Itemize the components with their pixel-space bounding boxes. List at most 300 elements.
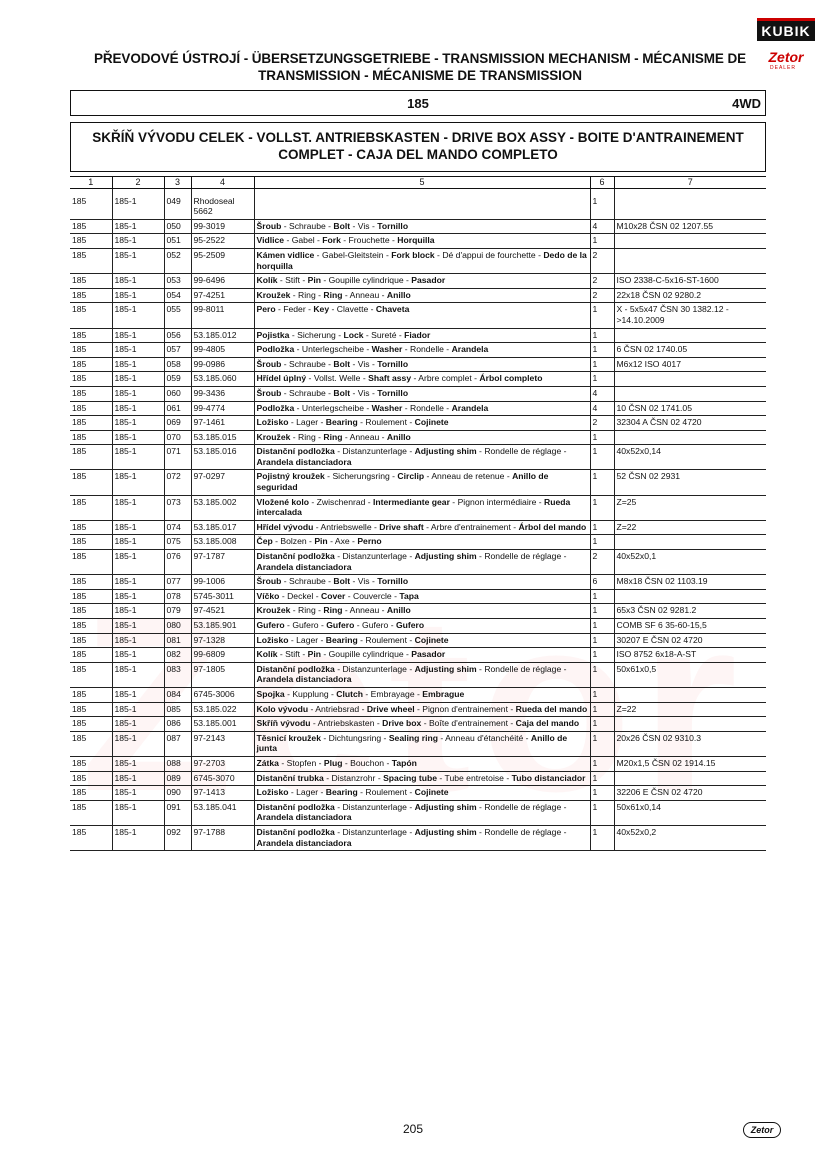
cell-note: M20x1,5 ČSN 02 1914.15 (614, 756, 766, 771)
cell-group: 185 (70, 717, 112, 732)
description-czech: Vložené kolo (256, 496, 310, 507)
cell-note: 32206 E ČSN 02 4720 (614, 786, 766, 801)
table-row (70, 771, 766, 786)
cell-position: 081 (164, 633, 191, 648)
cell-group: 185 (70, 288, 112, 303)
cell-note: Z=22 (614, 520, 766, 535)
cell-description (254, 343, 590, 358)
cell-part-number: 99-4774 (191, 401, 254, 416)
table-row (70, 343, 766, 358)
cell-position: 071 (164, 445, 191, 470)
cell-part-number: 97-4251 (191, 288, 254, 303)
table-row (70, 731, 766, 756)
cell-note (614, 535, 766, 550)
table-row (70, 470, 766, 495)
cell-group: 185 (70, 357, 112, 372)
cell-note (614, 589, 766, 604)
description-czech: Ložisko (256, 634, 289, 645)
description-czech: Šroub (256, 576, 282, 587)
cell-part-number: 99-0986 (191, 357, 254, 372)
cell-subgroup: 185-1 (112, 303, 164, 328)
cell-position: 079 (164, 604, 191, 619)
description-translations: - Schraube - Bolt - Vis - Tornillo (281, 220, 409, 231)
cell-group: 185 (70, 372, 112, 387)
cell-subgroup: 185-1 (112, 619, 164, 634)
description-translations: - Gabel - Fork - Frouchette - Horquilla (284, 235, 435, 246)
cell-group: 185 (70, 386, 112, 401)
cell-quantity: 1 (590, 633, 614, 648)
description-translations: - Schraube - Bolt - Vis - Tornillo (281, 387, 409, 398)
cell-quantity: 2 (590, 550, 614, 575)
column-header: 4 (191, 177, 254, 189)
cell-part-number: 6745-3070 (191, 771, 254, 786)
cell-note: 30207 E ČSN 02 4720 (614, 633, 766, 648)
description-translations: - Gabel-Gleitstein - Fork block - Dé d'appui de fourchette - Dedo de la horquilla (256, 249, 587, 271)
description-czech: Kroužek (256, 289, 291, 300)
description-czech: Víčko (256, 590, 280, 601)
description-translations: - Sicherung - Lock - Sureté - Fiador (289, 329, 431, 340)
cell-note: 40x52x0,1 (614, 550, 766, 575)
table-row (70, 288, 766, 303)
cell-quantity: 1 (590, 430, 614, 445)
cell-position: 060 (164, 386, 191, 401)
description-czech: Vidlice (256, 235, 285, 246)
drive-type: 4WD (732, 96, 761, 111)
description-czech: Podložka (256, 402, 295, 413)
cell-group: 185 (70, 633, 112, 648)
cell-subgroup: 185-1 (112, 604, 164, 619)
table-row (70, 756, 766, 771)
description-translations: - Antriebskasten - Drive box - Boîte d'entrainement - Caja del mando (310, 718, 580, 729)
cell-quantity: 4 (590, 386, 614, 401)
cell-part-number: 53.185.022 (191, 702, 254, 717)
cell-note (614, 430, 766, 445)
group-number: 185 (407, 96, 429, 111)
cell-group: 185 (70, 550, 112, 575)
cell-description (254, 731, 590, 756)
cell-position: 086 (164, 717, 191, 732)
cell-description (254, 219, 590, 234)
cell-description (254, 401, 590, 416)
cell-quantity: 1 (590, 445, 614, 470)
cell-description (254, 589, 590, 604)
cell-part-number: 53.185.002 (191, 495, 254, 520)
description-translations: - Stopfen - Plug - Bouchon - Tapón (278, 757, 417, 768)
cell-description (254, 234, 590, 249)
cell-subgroup: 185-1 (112, 416, 164, 431)
cell-note (614, 328, 766, 343)
cell-part-number: 53.185.015 (191, 430, 254, 445)
table-row (70, 234, 766, 249)
cell-position: 082 (164, 648, 191, 663)
table-row (70, 662, 766, 687)
cell-position: 051 (164, 234, 191, 249)
column-header: 1 (70, 177, 112, 189)
table-row (70, 633, 766, 648)
table-row (70, 619, 766, 634)
parts-table (70, 176, 766, 851)
table-row (70, 328, 766, 343)
cell-description (254, 756, 590, 771)
table-row (70, 717, 766, 732)
cell-group: 185 (70, 343, 112, 358)
cell-group: 185 (70, 416, 112, 431)
cell-position: 059 (164, 372, 191, 387)
table-row (70, 786, 766, 801)
cell-position: 083 (164, 662, 191, 687)
cell-part-number: 97-1328 (191, 633, 254, 648)
table-row (70, 495, 766, 520)
cell-position: 069 (164, 416, 191, 431)
cell-subgroup: 185-1 (112, 702, 164, 717)
cell-quantity: 1 (590, 717, 614, 732)
description-translations: - Gufero - Gufero - Gufero - Gufero (284, 620, 425, 630)
cell-description (254, 372, 590, 387)
description-translations: - Schraube - Bolt - Vis - Tornillo (281, 576, 409, 587)
cell-subgroup: 185-1 (112, 535, 164, 550)
cell-position: 056 (164, 328, 191, 343)
description-translations: - Lager - Bearing - Roulement - Cojinete (288, 634, 449, 645)
cell-description (254, 328, 590, 343)
cell-position: 089 (164, 771, 191, 786)
cell-part-number: 97-1413 (191, 786, 254, 801)
description-translations: - Schraube - Bolt - Vis - Tornillo (281, 358, 409, 369)
cell-quantity: 1 (590, 786, 614, 801)
table-row (70, 575, 766, 590)
cell-quantity: 1 (590, 604, 614, 619)
description-czech: Pojistný kroužek (256, 471, 325, 482)
cell-note: 40x52x0,2 (614, 825, 766, 850)
cell-part-number: 99-1006 (191, 575, 254, 590)
table-row (70, 687, 766, 702)
table-row (70, 800, 766, 825)
cell-note: 10 ČSN 02 1741.05 (614, 401, 766, 416)
cell-subgroup: 185-1 (112, 589, 164, 604)
cell-quantity: 1 (590, 731, 614, 756)
cell-position: 075 (164, 535, 191, 550)
cell-group: 185 (70, 731, 112, 756)
description-czech: Distanční podložka (256, 801, 335, 812)
cell-subgroup: 185-1 (112, 495, 164, 520)
cell-quantity: 1 (590, 535, 614, 550)
cell-quantity: 6 (590, 575, 614, 590)
page-title-line1: PŘEVODOVÉ ÚSTROJÍ - ÜBERSETZUNGSGETRIEBE - TRANSMISSION MECHANISM - MÉCANISME DE (93, 51, 747, 66)
cell-description (254, 470, 590, 495)
cell-position: 088 (164, 756, 191, 771)
cell-subgroup: 185-1 (112, 401, 164, 416)
cell-note: 65x3 ČSN 02 9281.2 (614, 604, 766, 619)
cell-subgroup: 185-1 (112, 234, 164, 249)
cell-description (254, 535, 590, 550)
cell-subgroup: 185-1 (112, 343, 164, 358)
cell-position: 058 (164, 357, 191, 372)
cell-subgroup: 185-1 (112, 288, 164, 303)
description-czech: Kroužek (256, 431, 291, 442)
table-row (70, 430, 766, 445)
table-row (70, 520, 766, 535)
cell-note (614, 771, 766, 786)
cell-note: 32304 A ČSN 02 4720 (614, 416, 766, 431)
cell-part-number: 53.185.012 (191, 328, 254, 343)
cell-part-number: Rhodoseal 5662 (191, 195, 254, 220)
cell-position: 074 (164, 520, 191, 535)
cell-position: 052 (164, 248, 191, 273)
cell-position: 055 (164, 303, 191, 328)
cell-subgroup: 185-1 (112, 274, 164, 289)
cell-quantity: 1 (590, 495, 614, 520)
page-title (70, 50, 770, 84)
cell-subgroup: 185-1 (112, 520, 164, 535)
cell-subgroup: 185-1 (112, 372, 164, 387)
cell-group: 185 (70, 825, 112, 850)
description-translations: - Lager - Bearing - Roulement - Cojinete (288, 787, 449, 798)
description-czech: Zátka (256, 757, 279, 768)
cell-part-number: 97-4521 (191, 604, 254, 619)
cell-subgroup: 185-1 (112, 662, 164, 687)
cell-quantity: 4 (590, 219, 614, 234)
cell-group: 185 (70, 303, 112, 328)
cell-subgroup: 185-1 (112, 328, 164, 343)
table-row (70, 357, 766, 372)
cell-group: 185 (70, 430, 112, 445)
cell-part-number: 99-4805 (191, 343, 254, 358)
table-row (70, 195, 766, 220)
description-czech: Distanční podložka (256, 663, 335, 674)
table-row (70, 248, 766, 273)
cell-description (254, 386, 590, 401)
table-row (70, 416, 766, 431)
description-translations: - Ring - Ring - Anneau - Anillo (290, 289, 411, 300)
cell-note (614, 717, 766, 732)
cell-description (254, 495, 590, 520)
cell-note: Z=25 (614, 495, 766, 520)
description-czech: Šroub (256, 358, 282, 369)
cell-description (254, 248, 590, 273)
cell-description (254, 619, 590, 634)
table-row (70, 702, 766, 717)
cell-position: 080 (164, 619, 191, 634)
cell-description (254, 702, 590, 717)
description-czech: Spojka (256, 688, 285, 699)
cell-note (614, 195, 766, 220)
cell-position: 061 (164, 401, 191, 416)
cell-position: 072 (164, 470, 191, 495)
cell-note: 22x18 ČSN 02 9280.2 (614, 288, 766, 303)
description-czech: Kolík (256, 649, 278, 660)
cell-part-number: 97-0297 (191, 470, 254, 495)
description-czech: Skříň vývodu (256, 718, 311, 729)
column-header: 2 (112, 177, 164, 189)
cell-subgroup: 185-1 (112, 248, 164, 273)
table-row (70, 604, 766, 619)
cell-group: 185 (70, 575, 112, 590)
description-czech: Pojistka (256, 329, 290, 340)
description-czech: Kámen vidlice (256, 249, 315, 260)
cell-subgroup: 185-1 (112, 195, 164, 220)
description-czech: Podložka (256, 344, 295, 355)
cell-description (254, 416, 590, 431)
table-row (70, 825, 766, 850)
cell-note: COMB SF 6 35-60-15,5 (614, 619, 766, 634)
description-translations: - Stift - Pin - Goupille cylindrique - Pasador (277, 649, 446, 660)
cell-description (254, 786, 590, 801)
cell-note: X - 5x5x47 ČSN 30 1382.12 - >14.10.2009 (614, 303, 766, 328)
cell-quantity: 1 (590, 328, 614, 343)
cell-subgroup: 185-1 (112, 825, 164, 850)
zetor-logo-subtitle: DEALER (770, 65, 797, 71)
cell-group: 185 (70, 445, 112, 470)
cell-position: 057 (164, 343, 191, 358)
cell-group: 185 (70, 589, 112, 604)
cell-part-number: 53.185.008 (191, 535, 254, 550)
cell-note: 20x26 ČSN 02 9310.3 (614, 731, 766, 756)
cell-note: 6 ČSN 02 1740.05 (614, 343, 766, 358)
description-translations: - Ring - Ring - Anneau - Anillo (290, 605, 411, 616)
cell-position: 053 (164, 274, 191, 289)
cell-part-number: 53.185.016 (191, 445, 254, 470)
description-translations: - Distanzunterlage - Adjusting shim - Rondelle de réglage - Arandela distanciadora (256, 551, 567, 572)
column-header: 3 (164, 177, 191, 189)
cell-group: 185 (70, 195, 112, 220)
description-translations: - Unterlegscheibe - Washer - Rondelle - Arandela (294, 402, 489, 413)
cell-quantity: 1 (590, 771, 614, 786)
cell-note (614, 687, 766, 702)
description-czech: Hřídel úplný (256, 373, 307, 384)
description-translations: - Distanzunterlage - Adjusting shim - Rondelle de réglage - Arandela distanciadora (256, 663, 567, 685)
cell-note: ISO 8752 6x18-A-ST (614, 648, 766, 663)
cell-note: 52 ČSN 02 2931 (614, 470, 766, 495)
section-title-line2: COMPLET - CAJA DEL MANDO COMPLETO (278, 147, 558, 162)
cell-description (254, 303, 590, 328)
description-czech: Ložisko (256, 787, 289, 798)
parts-table-body (70, 188, 766, 851)
section-title (70, 122, 766, 172)
description-translations: - Feder - Key - Clavette - Chaveta (275, 304, 410, 315)
cell-subgroup: 185-1 (112, 756, 164, 771)
table-row (70, 386, 766, 401)
cell-quantity: 1 (590, 800, 614, 825)
table-row (70, 550, 766, 575)
description-translations: - Deckel - Cover - Couvercle - Tapa (279, 590, 419, 601)
cell-quantity: 1 (590, 687, 614, 702)
cell-quantity: 1 (590, 195, 614, 220)
cell-position: 073 (164, 495, 191, 520)
cell-quantity: 4 (590, 401, 614, 416)
description-translations: - Ring - Ring - Anneau - Anillo (290, 431, 411, 442)
cell-quantity: 1 (590, 234, 614, 249)
cell-note (614, 386, 766, 401)
cell-position: 050 (164, 219, 191, 234)
cell-quantity: 1 (590, 357, 614, 372)
cell-group: 185 (70, 401, 112, 416)
cell-subgroup: 185-1 (112, 430, 164, 445)
cell-note: M10x28 ČSN 02 1207.55 (614, 219, 766, 234)
cell-position: 049 (164, 195, 191, 220)
table-row (70, 219, 766, 234)
cell-group: 185 (70, 662, 112, 687)
cell-group: 185 (70, 520, 112, 535)
cell-description (254, 430, 590, 445)
page-title-line2: TRANSMISSION - MÉCANISME DE TRANSMISSION (258, 68, 582, 83)
description-translations: - Bolzen - Pin - Axe - Perno (272, 536, 382, 547)
cell-description (254, 274, 590, 289)
description-czech: Kroužek (256, 605, 291, 616)
description-translations: - Distanzunterlage - Adjusting shim - Rondelle de réglage - Arandela distanciadora (256, 446, 567, 467)
description-translations: - Vollst. Welle - Shaft assy - Arbre complet - Árbol completo (306, 373, 543, 384)
cell-group: 185 (70, 800, 112, 825)
cell-part-number: 97-1805 (191, 662, 254, 687)
cell-subgroup: 185-1 (112, 786, 164, 801)
cell-description (254, 648, 590, 663)
cell-group: 185 (70, 702, 112, 717)
cell-group: 185 (70, 470, 112, 495)
table-header-row (70, 177, 766, 189)
description-translations: - Stift - Pin - Goupille cylindrique - Pasador (277, 275, 446, 286)
cell-group: 185 (70, 219, 112, 234)
cell-subgroup: 185-1 (112, 550, 164, 575)
cell-subgroup: 185-1 (112, 219, 164, 234)
cell-position: 076 (164, 550, 191, 575)
cell-part-number: 5745-3011 (191, 589, 254, 604)
cell-group: 185 (70, 648, 112, 663)
cell-subgroup: 185-1 (112, 731, 164, 756)
cell-quantity: 1 (590, 619, 614, 634)
description-czech: Distanční podložka (256, 826, 335, 837)
table-row (70, 589, 766, 604)
cell-subgroup: 185-1 (112, 357, 164, 372)
kubik-logo: KUBIK (757, 18, 815, 41)
description-translations: - Antriebswelle - Drive shaft - Arbre d'entrainement - Árbol del mando (313, 521, 587, 532)
group-number-box (70, 90, 766, 116)
description-translations: - Distanzunterlage - Adjusting shim - Rondelle de réglage - Arandela distanciadora (256, 801, 567, 823)
cell-part-number: 97-1461 (191, 416, 254, 431)
cell-quantity: 1 (590, 662, 614, 687)
description-czech: Distanční trubka (256, 772, 324, 783)
cell-part-number: 53.185.060 (191, 372, 254, 387)
cell-group: 185 (70, 786, 112, 801)
table-row (70, 372, 766, 387)
cell-group: 185 (70, 248, 112, 273)
cell-part-number: 53.185.017 (191, 520, 254, 535)
cell-note: 40x52x0,14 (614, 445, 766, 470)
cell-position: 090 (164, 786, 191, 801)
cell-quantity: 1 (590, 303, 614, 328)
description-czech: Gufero (256, 620, 285, 630)
page-number: 205 (402, 1122, 424, 1136)
cell-part-number: 53.185.901 (191, 619, 254, 634)
cell-quantity: 2 (590, 248, 614, 273)
cell-description (254, 604, 590, 619)
cell-subgroup: 185-1 (112, 633, 164, 648)
cell-description (254, 195, 590, 220)
cell-part-number: 53.185.041 (191, 800, 254, 825)
cell-part-number: 99-3019 (191, 219, 254, 234)
cell-part-number: 97-1788 (191, 825, 254, 850)
cell-part-number: 97-1787 (191, 550, 254, 575)
cell-part-number: 95-2522 (191, 234, 254, 249)
table-row (70, 535, 766, 550)
cell-subgroup: 185-1 (112, 386, 164, 401)
cell-description (254, 771, 590, 786)
description-translations: - Distanzunterlage - Adjusting shim - Rondelle de réglage - Arandela distanciadora (256, 826, 567, 848)
cell-quantity: 1 (590, 702, 614, 717)
cell-description (254, 520, 590, 535)
description-czech: Čep (256, 536, 273, 547)
cell-quantity: 2 (590, 274, 614, 289)
cell-description (254, 717, 590, 732)
description-translations: - Sicherungsring - Circlip - Anneau de retenue - Anillo de seguridad (256, 471, 549, 493)
cell-group: 185 (70, 328, 112, 343)
